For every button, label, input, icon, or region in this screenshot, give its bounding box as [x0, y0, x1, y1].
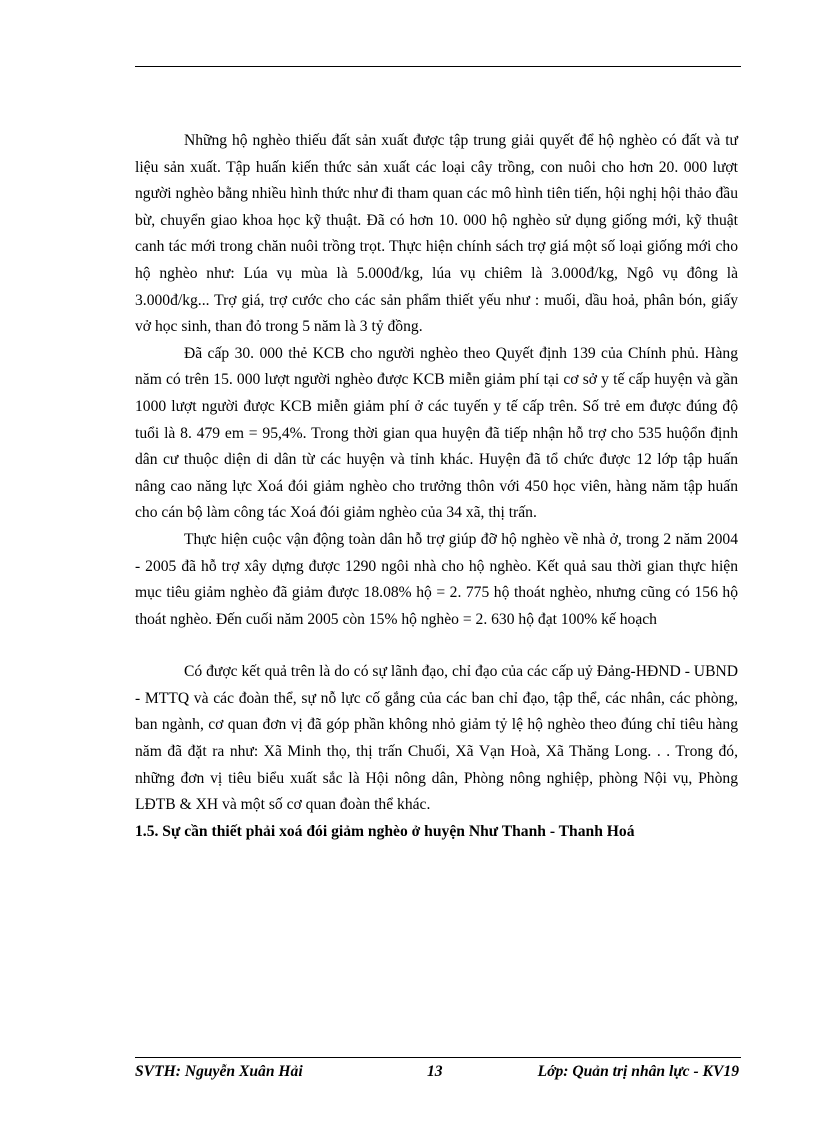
footer-rule [135, 1057, 741, 1058]
paragraph-2: Đã cấp 30. 000 thẻ KCB cho người nghèo theo Quyết định 139 của Chính phủ. Hàng năm có trên 15. 000 lượt người nghèo được KCB miễn giảm phí tại cơ sở y tế cấp huyện và gần 1000 lượt người được KCB miễn giảm phí ở các tuyến y tế cấp trên. Số trẻ em được đúng độ tuổi là 8. 479 em = 95,4%. Trong thời gian qua huyện đã tiếp nhận hỗ trợ cho 535 huộổn định dân cư thuộc diện di dân từ các huyện và tỉnh khác. Huyện đã tổ chức được 12 lớp tập huấn nâng cao năng lực Xoá đói giảm nghèo cho trưởng thôn với 450 học viên, hàng năm tập huấn cho cán bộ làm công tác Xoá đói giảm nghèo của 34 xã, thị trấn. [135, 344, 738, 522]
paragraph-1: Những hộ nghèo thiếu đất sản xuất được tập trung giải quyết để hộ nghèo có đất và tư liệu sản xuất. Tập huấn kiến thức sản xuất các loại cây trồng, con nuôi cho hơn 20. 000 lượt người nghèo bằng nhiều hình thức như đi tham quan các mô hình tiên tiến, hội nghị hội thảo đầu bừ, chuyển giao khoa học kỹ thuật. Đã có hơn 10. 000 hộ nghèo sử dụng giống mới, kỹ thuật canh tác mới trong chăn nuôi trồng trọt. Thực hiện chính sách trợ giá một số loại giống mới cho hộ nghèo như: Lúa vụ mùa là 5.000đ/kg, lúa vụ chiêm là 3.000đ/kg, Ngô vụ đông là 3.000đ/kg... Trợ giá, trợ cước cho các sản phẩm thiết yếu như : muối, dầu hoả, phân bón, giấy vở học sinh, than đỏ trong 5 năm là 3 tỷ đồng. [135, 132, 738, 336]
page-footer [135, 1060, 741, 1084]
footer-author: SVTH: Nguyễn Xuân Hải [135, 1063, 303, 1080]
paragraph-4: Có được kết quả trên là do có sự lãnh đạo, chỉ đạo của các cấp uỷ Đảng-HĐND - UBND - MTTQ và các đoàn thể, sự nỗ lực cố gắng của các ban chỉ đạo, tập thể, các nhân, các phòng, ban ngành, cơ quan đơn vị đã góp phần không nhỏ giảm tỷ lệ hộ nghèo theo đúng chỉ tiêu hàng năm đã đặt ra như: Xã Minh thọ, thị trấn Chuối, Xã Vạn Hoà, Xã Thăng Long. . . Trong đó, những đơn vị tiêu biểu xuất sắc là Hội nông dân, Phòng nông nghiệp, phòng Nội vụ, Phòng LĐTB & XH và một số cơ quan đoàn thể khác. [135, 663, 738, 814]
section-heading: 1.5. Sự cần thiết phải xoá đói giảm nghèo ở huyện Như Thanh - Thanh Hoá [135, 822, 635, 840]
footer-class: Lớp: Quản trị nhân lực - KV19 [537, 1063, 739, 1080]
header-rule [135, 66, 741, 67]
paragraph-3: Thực hiện cuộc vận động toàn dân hỗ trợ giúp đỡ hộ nghèo về nhà ở, trong 2 năm 2004 - 2005 đã hỗ trợ xây dựng được 1290 ngôi nhà cho hộ nghèo. Kết quả sau thời gian thực hiện mục tiêu giảm nghèo đã giảm được 18.08% hộ = 2. 775 hộ thoát nghèo, nhưng cũng có 156 hộ thoát nghèo. Đến cuối năm 2005 còn 15% hộ nghèo = 2. 630 hộ đạt 100% kế hoạch [135, 530, 738, 628]
document-body [135, 128, 738, 845]
footer-page-number: 13 [427, 1063, 443, 1080]
